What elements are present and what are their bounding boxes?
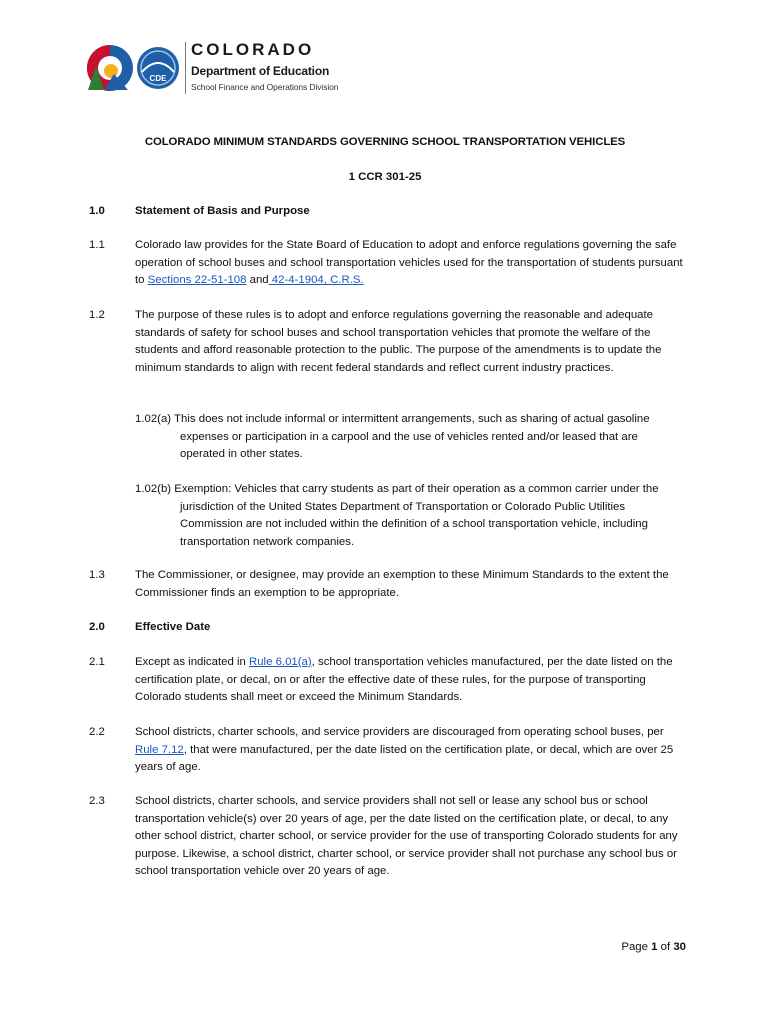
of-label: of xyxy=(660,941,671,953)
section-text xyxy=(135,654,685,707)
text-run: , that were manufactured, per the date listed on the certification plate, or decal, which are over 25 years of age. xyxy=(135,743,674,773)
section-number: 2.1 xyxy=(89,656,105,668)
rule-7-12-link[interactable]: Rule 7.12 xyxy=(135,743,184,756)
page-label: Page xyxy=(621,941,648,953)
page-total: 30 xyxy=(673,941,686,953)
colorado-logo-icon xyxy=(84,44,182,94)
section-number: 2.0 xyxy=(89,621,105,633)
rule-6-01a-link[interactable]: Rule 6.01(a) xyxy=(248,656,312,668)
document-ccr: 1 CCR 301-25 xyxy=(348,171,422,183)
subsection-text: 1.02(b) Exemption: Vehicles that carry students as part of their operation as a common carrier under the jurisdiction of the United States Department of Transportation or Colorado Public Utilities Commission are not included within the definition of a school transportation vehicle, including transportation network companies. xyxy=(135,483,659,548)
cde-badge-text: CDE xyxy=(149,74,167,83)
section-text: The purpose of these rules is to adopt and enforce regulations governing the reasonable and adequate standards of safety for school buses and school transportation vehicles that promote the welfare of the students and afford reasonable protection to the public. The purpose of the amendments is to update the minimum standards to align with recent federal standards and reflect current industry practices. xyxy=(135,309,662,374)
section-number: 1.3 xyxy=(89,569,105,581)
logo-divider xyxy=(185,42,186,94)
page-current: 1 xyxy=(651,941,658,953)
section-text xyxy=(135,237,685,290)
section-number: 1.0 xyxy=(89,205,105,217)
subsection-text: 1.02(a) This does not include informal or intermittent arrangements, such as sharing of actual gasoline expenses or participation in a carpool and the use of vehicles rented and/or leased that are operated in other states. xyxy=(135,413,650,460)
cde-logo xyxy=(84,40,364,100)
section-heading: Statement of Basis and Purpose xyxy=(135,205,310,217)
section-heading: Effective Date xyxy=(135,621,211,633)
text-run: Colorado law provides for the State Board of Education to adopt and enforce regulations governing the safe operation of school buses and school transportation vehicles used for the transportation of students pursuant to xyxy=(135,239,683,286)
logo-division: School Finance and Operations Division xyxy=(191,82,339,92)
text-run: School districts, charter schools, and service providers are discouraged from operating school buses, per xyxy=(135,726,664,738)
document-title: COLORADO MINIMUM STANDARDS GOVERNING SCHOOL TRANSPORTATION VEHICLES xyxy=(144,136,626,148)
section-text: The Commissioner, or designee, may provide an exemption to these Minimum Standards to the extent the Commissioner finds an exemption to be appropriate. xyxy=(135,569,669,599)
crs-link[interactable]: 42-4-1904, C.R.S. xyxy=(268,274,364,286)
text-run: and xyxy=(246,274,269,286)
page-footer xyxy=(621,941,686,953)
logo-title: COLORADO xyxy=(191,40,315,59)
section-number: 1.1 xyxy=(89,239,105,251)
subsection-1-02a xyxy=(135,411,685,464)
subsection-1-02b xyxy=(135,481,685,551)
section-number: 2.3 xyxy=(89,795,105,807)
sections-link[interactable]: Sections 22-51-108 xyxy=(147,274,247,286)
text-run: Except as indicated in xyxy=(135,656,249,668)
section-number: 2.2 xyxy=(89,726,105,738)
section-text xyxy=(135,724,685,777)
text-run: , school transportation vehicles manufactured, per the date listed on the certification plate, or decal, on or after the effective date of these rules, for the purpose of transporting Colorado students shall meet or exceed the Minimum Standards. xyxy=(135,656,673,703)
section-number: 1.2 xyxy=(89,309,105,321)
logo-department: Department of Education xyxy=(191,64,330,78)
section-text: School districts, charter schools, and service providers shall not sell or lease any school bus or school transportation vehicle(s) over 20 years of age, per the date listed on the certification plate, or decal, to any other school district, charter school, or service provider for the use of transporting Colorado students for any purpose. Likewise, a school district, charter school, or service provider shall not purchase any school bus or school transportation vehicle over 20 years of age. xyxy=(135,795,678,877)
